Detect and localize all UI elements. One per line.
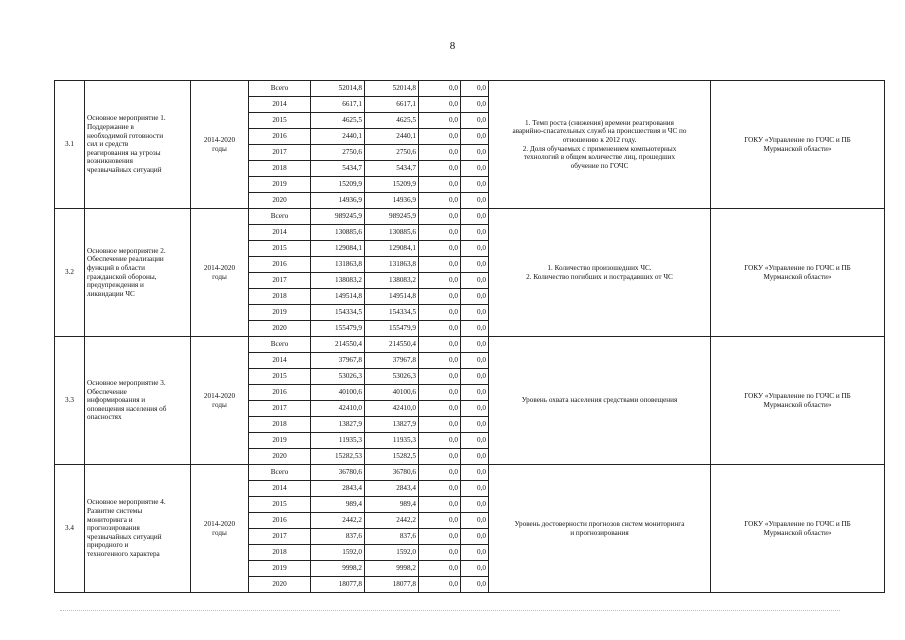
regional-budget-cell: 989,4 bbox=[365, 497, 419, 513]
total-funding-cell: 42410,0 bbox=[311, 401, 365, 417]
year-cell: 2017 bbox=[249, 401, 311, 417]
total-funding-cell: 52014,8 bbox=[311, 81, 365, 97]
total-funding-cell: 131863,8 bbox=[311, 257, 365, 273]
indicator-line: 2. Количество погибших и пострадавших от ЧС bbox=[526, 272, 673, 281]
other-sources-cell: 0,0 bbox=[461, 449, 489, 465]
other-sources-cell: 0,0 bbox=[461, 209, 489, 225]
responsible-line: ГОКУ «Управление по ГОЧС и ПБ bbox=[744, 391, 851, 400]
regional-budget-cell: 15282,5 bbox=[365, 449, 419, 465]
other-sources-cell: 0,0 bbox=[461, 545, 489, 561]
year-cell: 2020 bbox=[249, 193, 311, 209]
regional-budget-cell: 149514,8 bbox=[365, 289, 419, 305]
activity-name-line: Основное мероприятие 4. bbox=[87, 498, 166, 507]
year-cell: 2018 bbox=[249, 417, 311, 433]
year-cell: 2017 bbox=[249, 273, 311, 289]
year-cell: Всего bbox=[249, 209, 311, 225]
indicator-line: аварийно-спасательных служб на происшествия и ЧС по bbox=[512, 127, 687, 136]
year-cell: Всего bbox=[249, 465, 311, 481]
year-cell: 2020 bbox=[249, 449, 311, 465]
federal-budget-cell: 0,0 bbox=[419, 209, 461, 225]
activity-name-line: функций в области bbox=[87, 263, 145, 272]
federal-budget-cell: 0,0 bbox=[419, 177, 461, 193]
table-body bbox=[55, 81, 885, 593]
regional-budget-cell: 15209,9 bbox=[365, 177, 419, 193]
indicator-cell bbox=[489, 209, 711, 337]
year-cell: 2014 bbox=[249, 97, 311, 113]
implementation-period bbox=[191, 81, 249, 209]
regional-budget-cell: 52014,8 bbox=[365, 81, 419, 97]
other-sources-cell: 0,0 bbox=[461, 497, 489, 513]
federal-budget-cell: 0,0 bbox=[419, 81, 461, 97]
regional-budget-cell: 14936,9 bbox=[365, 193, 419, 209]
indicator-line: технологий в общем количестве лиц, прошедших bbox=[523, 153, 676, 162]
regional-budget-cell: 13827,9 bbox=[365, 417, 419, 433]
program-table bbox=[54, 80, 885, 593]
year-cell: 2015 bbox=[249, 241, 311, 257]
federal-budget-cell: 0,0 bbox=[419, 561, 461, 577]
responsible-line: ГОКУ «Управление по ГОЧС и ПБ bbox=[744, 519, 851, 528]
activity-name-line: Основное мероприятие 2. bbox=[87, 246, 166, 255]
indicator-line: 1. Количество произошедших ЧС. bbox=[547, 263, 652, 272]
activity-name-line: техногенного характера bbox=[87, 550, 160, 559]
other-sources-cell: 0,0 bbox=[461, 353, 489, 369]
total-funding-cell: 989245,9 bbox=[311, 209, 365, 225]
federal-budget-cell: 0,0 bbox=[419, 273, 461, 289]
federal-budget-cell: 0,0 bbox=[419, 225, 461, 241]
period-line: годы bbox=[212, 144, 227, 153]
activity-name-line: Основное мероприятие 3. bbox=[87, 378, 166, 387]
table-row bbox=[55, 337, 885, 353]
total-funding-cell: 15282,53 bbox=[311, 449, 365, 465]
regional-budget-cell: 155479,9 bbox=[365, 321, 419, 337]
responsible-line: Мурманской области» bbox=[763, 272, 832, 281]
federal-budget-cell: 0,0 bbox=[419, 161, 461, 177]
indicator-cell bbox=[489, 81, 711, 209]
indicator-line: обучение по ГОЧС bbox=[570, 161, 629, 170]
other-sources-cell: 0,0 bbox=[461, 433, 489, 449]
period-line: 2014-2020 bbox=[203, 519, 236, 528]
indicator-cell bbox=[489, 465, 711, 593]
total-funding-cell: 40100,6 bbox=[311, 385, 365, 401]
other-sources-cell: 0,0 bbox=[461, 81, 489, 97]
regional-budget-cell: 2750,6 bbox=[365, 145, 419, 161]
total-funding-cell: 53026,3 bbox=[311, 369, 365, 385]
year-cell: 2015 bbox=[249, 369, 311, 385]
year-cell: 2016 bbox=[249, 129, 311, 145]
total-funding-cell: 37967,8 bbox=[311, 353, 365, 369]
implementation-period bbox=[191, 465, 249, 593]
year-cell: 2019 bbox=[249, 433, 311, 449]
other-sources-cell: 0,0 bbox=[461, 529, 489, 545]
regional-budget-cell: 130885,6 bbox=[365, 225, 419, 241]
total-funding-cell: 14936,9 bbox=[311, 193, 365, 209]
other-sources-cell: 0,0 bbox=[461, 321, 489, 337]
total-funding-cell: 36780,6 bbox=[311, 465, 365, 481]
federal-budget-cell: 0,0 bbox=[419, 257, 461, 273]
year-cell: 2020 bbox=[249, 577, 311, 593]
year-cell: Всего bbox=[249, 81, 311, 97]
other-sources-cell: 0,0 bbox=[461, 161, 489, 177]
activity-name bbox=[85, 337, 191, 465]
activity-name-line: прогнозирования bbox=[87, 524, 140, 533]
year-cell: 2018 bbox=[249, 161, 311, 177]
activity-name bbox=[85, 465, 191, 593]
year-cell: 2019 bbox=[249, 305, 311, 321]
activity-name-line: Обеспечение реализации bbox=[87, 255, 164, 264]
indicator-line: Уровень охвата населения средствами оповещения bbox=[521, 396, 678, 405]
regional-budget-cell: 4625,5 bbox=[365, 113, 419, 129]
year-cell: 2016 bbox=[249, 257, 311, 273]
responsible-executor-cell bbox=[711, 81, 885, 209]
regional-budget-cell: 2442,2 bbox=[365, 513, 419, 529]
regional-budget-cell: 36780,6 bbox=[365, 465, 419, 481]
total-funding-cell: 130885,6 bbox=[311, 225, 365, 241]
activity-name-line: возникновения bbox=[87, 157, 133, 166]
other-sources-cell: 0,0 bbox=[461, 401, 489, 417]
year-cell: 2014 bbox=[249, 481, 311, 497]
year-cell: 2019 bbox=[249, 177, 311, 193]
other-sources-cell: 0,0 bbox=[461, 241, 489, 257]
year-cell: 2015 bbox=[249, 497, 311, 513]
federal-budget-cell: 0,0 bbox=[419, 513, 461, 529]
regional-budget-cell: 214550,4 bbox=[365, 337, 419, 353]
activity-name-line: реагирования на угрозы bbox=[87, 148, 161, 157]
federal-budget-cell: 0,0 bbox=[419, 193, 461, 209]
federal-budget-cell: 0,0 bbox=[419, 481, 461, 497]
table-row bbox=[55, 81, 885, 97]
regional-budget-cell: 129084,1 bbox=[365, 241, 419, 257]
item-number: 3.4 bbox=[55, 465, 85, 593]
year-cell: 2020 bbox=[249, 321, 311, 337]
federal-budget-cell: 0,0 bbox=[419, 433, 461, 449]
total-funding-cell: 214550,4 bbox=[311, 337, 365, 353]
regional-budget-cell: 37967,8 bbox=[365, 353, 419, 369]
other-sources-cell: 0,0 bbox=[461, 273, 489, 289]
total-funding-cell: 4625,5 bbox=[311, 113, 365, 129]
other-sources-cell: 0,0 bbox=[461, 129, 489, 145]
year-cell: 2014 bbox=[249, 353, 311, 369]
activity-name-line: чрезвычайных ситуаций bbox=[87, 166, 162, 175]
total-funding-cell: 2843,4 bbox=[311, 481, 365, 497]
other-sources-cell: 0,0 bbox=[461, 417, 489, 433]
other-sources-cell: 0,0 bbox=[461, 305, 489, 321]
federal-budget-cell: 0,0 bbox=[419, 305, 461, 321]
activity-name-line: оповещения населения об bbox=[87, 404, 167, 413]
indicator-line: 2. Доля обучаемых с применением компьютерных bbox=[522, 144, 677, 153]
other-sources-cell: 0,0 bbox=[461, 337, 489, 353]
activity-name-line: Основное мероприятие 1. bbox=[87, 114, 166, 123]
table-row bbox=[55, 209, 885, 225]
activity-name-line: Развитие системы bbox=[87, 506, 143, 515]
activity-name-line: Поддержание в bbox=[87, 122, 134, 131]
period-line: годы bbox=[212, 272, 227, 281]
total-funding-cell: 2750,6 bbox=[311, 145, 365, 161]
total-funding-cell: 155479,9 bbox=[311, 321, 365, 337]
federal-budget-cell: 0,0 bbox=[419, 129, 461, 145]
total-funding-cell: 154334,5 bbox=[311, 305, 365, 321]
total-funding-cell: 1592,0 bbox=[311, 545, 365, 561]
activity-name bbox=[85, 209, 191, 337]
federal-budget-cell: 0,0 bbox=[419, 577, 461, 593]
indicator-cell bbox=[489, 337, 711, 465]
total-funding-cell: 18077,8 bbox=[311, 577, 365, 593]
regional-budget-cell: 1592,0 bbox=[365, 545, 419, 561]
responsible-line: Мурманской области» bbox=[763, 528, 832, 537]
total-funding-cell: 9998,2 bbox=[311, 561, 365, 577]
activity-name-line: необходимой готовности bbox=[87, 131, 164, 140]
federal-budget-cell: 0,0 bbox=[419, 529, 461, 545]
activity-name-line: предупреждения и bbox=[87, 281, 144, 290]
total-funding-cell: 989,4 bbox=[311, 497, 365, 513]
federal-budget-cell: 0,0 bbox=[419, 497, 461, 513]
year-cell: 2015 bbox=[249, 113, 311, 129]
federal-budget-cell: 0,0 bbox=[419, 337, 461, 353]
regional-budget-cell: 138083,2 bbox=[365, 273, 419, 289]
other-sources-cell: 0,0 bbox=[461, 113, 489, 129]
year-cell: 2017 bbox=[249, 145, 311, 161]
total-funding-cell: 149514,8 bbox=[311, 289, 365, 305]
page-number: 8 bbox=[449, 40, 456, 52]
other-sources-cell: 0,0 bbox=[461, 481, 489, 497]
total-funding-cell: 2442,2 bbox=[311, 513, 365, 529]
other-sources-cell: 0,0 bbox=[461, 97, 489, 113]
scan-dotted-line bbox=[60, 610, 840, 611]
regional-budget-cell: 5434,7 bbox=[365, 161, 419, 177]
federal-budget-cell: 0,0 bbox=[419, 289, 461, 305]
activity-name-line: природного и bbox=[87, 541, 129, 550]
indicator-line: 1. Темп роста (снижения) времени реагирования bbox=[525, 118, 674, 127]
table-row bbox=[55, 465, 885, 481]
total-funding-cell: 11935,3 bbox=[311, 433, 365, 449]
federal-budget-cell: 0,0 bbox=[419, 465, 461, 481]
year-cell: 2019 bbox=[249, 561, 311, 577]
regional-budget-cell: 837,6 bbox=[365, 529, 419, 545]
responsible-line: Мурманской области» bbox=[763, 144, 832, 153]
year-cell: Всего bbox=[249, 337, 311, 353]
year-cell: 2018 bbox=[249, 289, 311, 305]
item-number: 3.3 bbox=[55, 337, 85, 465]
regional-budget-cell: 2440,1 bbox=[365, 129, 419, 145]
regional-budget-cell: 53026,3 bbox=[365, 369, 419, 385]
other-sources-cell: 0,0 bbox=[461, 385, 489, 401]
total-funding-cell: 129084,1 bbox=[311, 241, 365, 257]
other-sources-cell: 0,0 bbox=[461, 561, 489, 577]
federal-budget-cell: 0,0 bbox=[419, 241, 461, 257]
other-sources-cell: 0,0 bbox=[461, 257, 489, 273]
other-sources-cell: 0,0 bbox=[461, 225, 489, 241]
responsible-executor-cell bbox=[711, 465, 885, 593]
regional-budget-cell: 131863,8 bbox=[365, 257, 419, 273]
total-funding-cell: 5434,7 bbox=[311, 161, 365, 177]
item-number: 3.2 bbox=[55, 209, 85, 337]
period-line: 2014-2020 bbox=[203, 391, 236, 400]
total-funding-cell: 837,6 bbox=[311, 529, 365, 545]
activity-name-line: гражданской обороны, bbox=[87, 272, 157, 281]
total-funding-cell: 13827,9 bbox=[311, 417, 365, 433]
federal-budget-cell: 0,0 bbox=[419, 113, 461, 129]
total-funding-cell: 6617,1 bbox=[311, 97, 365, 113]
activity-name-line: сил и средств bbox=[87, 140, 129, 149]
activity-name-line: чрезвычайных ситуаций bbox=[87, 532, 162, 541]
regional-budget-cell: 42410,0 bbox=[365, 401, 419, 417]
activity-name-line: опасностях bbox=[87, 413, 122, 422]
activity-name-line: мониторинга и bbox=[87, 515, 133, 524]
year-cell: 2014 bbox=[249, 225, 311, 241]
activity-name bbox=[85, 81, 191, 209]
responsible-line: ГОКУ «Управление по ГОЧС и ПБ bbox=[744, 135, 851, 144]
item-number: 3.1 bbox=[55, 81, 85, 209]
federal-budget-cell: 0,0 bbox=[419, 97, 461, 113]
period-line: 2014-2020 bbox=[203, 135, 236, 144]
other-sources-cell: 0,0 bbox=[461, 513, 489, 529]
total-funding-cell: 2440,1 bbox=[311, 129, 365, 145]
year-cell: 2018 bbox=[249, 545, 311, 561]
other-sources-cell: 0,0 bbox=[461, 177, 489, 193]
regional-budget-cell: 40100,6 bbox=[365, 385, 419, 401]
responsible-executor-cell bbox=[711, 209, 885, 337]
federal-budget-cell: 0,0 bbox=[419, 321, 461, 337]
federal-budget-cell: 0,0 bbox=[419, 353, 461, 369]
period-line: 2014-2020 bbox=[203, 263, 236, 272]
responsible-line: Мурманской области» bbox=[763, 400, 832, 409]
indicator-line: и прогнозирования bbox=[570, 528, 629, 537]
other-sources-cell: 0,0 bbox=[461, 145, 489, 161]
federal-budget-cell: 0,0 bbox=[419, 401, 461, 417]
year-cell: 2016 bbox=[249, 513, 311, 529]
other-sources-cell: 0,0 bbox=[461, 289, 489, 305]
year-cell: 2017 bbox=[249, 529, 311, 545]
total-funding-cell: 15209,9 bbox=[311, 177, 365, 193]
indicator-line: отношению к 2012 году. bbox=[562, 135, 637, 144]
responsible-executor-cell bbox=[711, 337, 885, 465]
federal-budget-cell: 0,0 bbox=[419, 369, 461, 385]
regional-budget-cell: 9998,2 bbox=[365, 561, 419, 577]
regional-budget-cell: 154334,5 bbox=[365, 305, 419, 321]
regional-budget-cell: 989245,9 bbox=[365, 209, 419, 225]
regional-budget-cell: 18077,8 bbox=[365, 577, 419, 593]
period-line: годы bbox=[212, 528, 227, 537]
other-sources-cell: 0,0 bbox=[461, 193, 489, 209]
federal-budget-cell: 0,0 bbox=[419, 417, 461, 433]
other-sources-cell: 0,0 bbox=[461, 369, 489, 385]
other-sources-cell: 0,0 bbox=[461, 465, 489, 481]
period-line: годы bbox=[212, 400, 227, 409]
activity-name-line: Обеспечение bbox=[87, 387, 127, 396]
total-funding-cell: 138083,2 bbox=[311, 273, 365, 289]
implementation-period bbox=[191, 209, 249, 337]
regional-budget-cell: 2843,4 bbox=[365, 481, 419, 497]
federal-budget-cell: 0,0 bbox=[419, 449, 461, 465]
year-cell: 2016 bbox=[249, 385, 311, 401]
regional-budget-cell: 6617,1 bbox=[365, 97, 419, 113]
federal-budget-cell: 0,0 bbox=[419, 385, 461, 401]
activity-name-line: ликвидации ЧС bbox=[87, 289, 135, 298]
federal-budget-cell: 0,0 bbox=[419, 145, 461, 161]
federal-budget-cell: 0,0 bbox=[419, 545, 461, 561]
responsible-line: ГОКУ «Управление по ГОЧС и ПБ bbox=[744, 263, 851, 272]
activity-name-line: информирования и bbox=[87, 396, 146, 405]
implementation-period bbox=[191, 337, 249, 465]
indicator-line: Уровень достоверности прогнозов систем мониторинга bbox=[514, 519, 685, 528]
regional-budget-cell: 11935,3 bbox=[365, 433, 419, 449]
other-sources-cell: 0,0 bbox=[461, 577, 489, 593]
